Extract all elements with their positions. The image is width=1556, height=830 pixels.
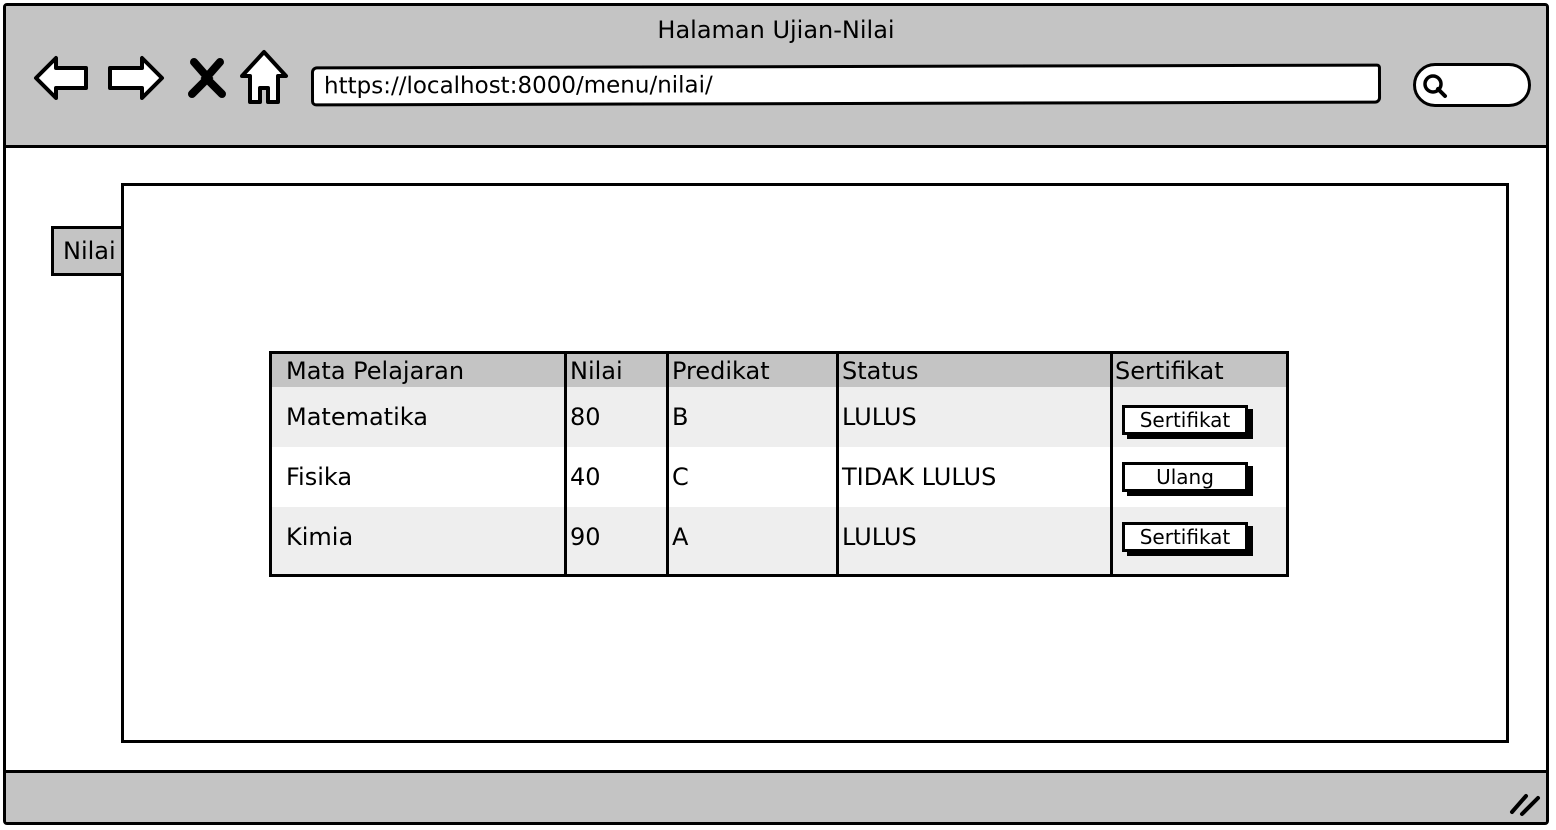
cell-score: 90	[570, 523, 601, 551]
search-icon	[1422, 73, 1448, 99]
header-nilai: Nilai	[570, 357, 623, 385]
cell-status: LULUS	[842, 403, 917, 431]
browser-toolbar	[6, 6, 1546, 148]
sertifikat-button[interactable]: Sertifikat	[1122, 522, 1248, 552]
home-icon[interactable]	[234, 48, 294, 108]
header-sertifikat: Sertifikat	[1115, 357, 1224, 385]
tab-nilai[interactable]: Nilai	[51, 226, 124, 276]
cell-score: 40	[570, 463, 601, 491]
header-status: Status	[842, 357, 919, 385]
ulang-button[interactable]: Ulang	[1122, 462, 1248, 492]
cell-status: TIDAK LULUS	[842, 463, 997, 491]
arrow-right-icon[interactable]	[106, 48, 166, 108]
grades-table	[269, 351, 1289, 577]
header-predikat: Predikat	[672, 357, 770, 385]
cell-subject: Kimia	[286, 523, 354, 551]
column-divider	[1110, 354, 1113, 574]
cell-grade: A	[672, 523, 689, 551]
cell-grade: B	[672, 403, 689, 431]
close-icon[interactable]	[180, 48, 240, 108]
cell-subject: Fisika	[286, 463, 353, 491]
column-divider	[564, 354, 567, 574]
header-mata-pelajaran: Mata Pelajaran	[286, 357, 465, 385]
cell-grade: C	[672, 463, 689, 491]
column-divider	[836, 354, 839, 574]
window-title: Halaman Ujian-Nilai	[657, 16, 895, 44]
cell-subject: Matematika	[286, 403, 428, 431]
url-input[interactable]: https://localhost:8000/menu/nilai/	[311, 64, 1381, 107]
sertifikat-button[interactable]: Sertifikat	[1122, 405, 1248, 435]
browser-window	[3, 3, 1549, 825]
resize-grip-icon[interactable]	[1508, 788, 1544, 818]
arrow-left-icon[interactable]	[32, 48, 92, 108]
status-bar	[6, 770, 1546, 822]
column-divider	[666, 354, 669, 574]
search-input[interactable]	[1413, 63, 1531, 107]
cell-score: 80	[570, 403, 601, 431]
cell-status: LULUS	[842, 523, 917, 551]
